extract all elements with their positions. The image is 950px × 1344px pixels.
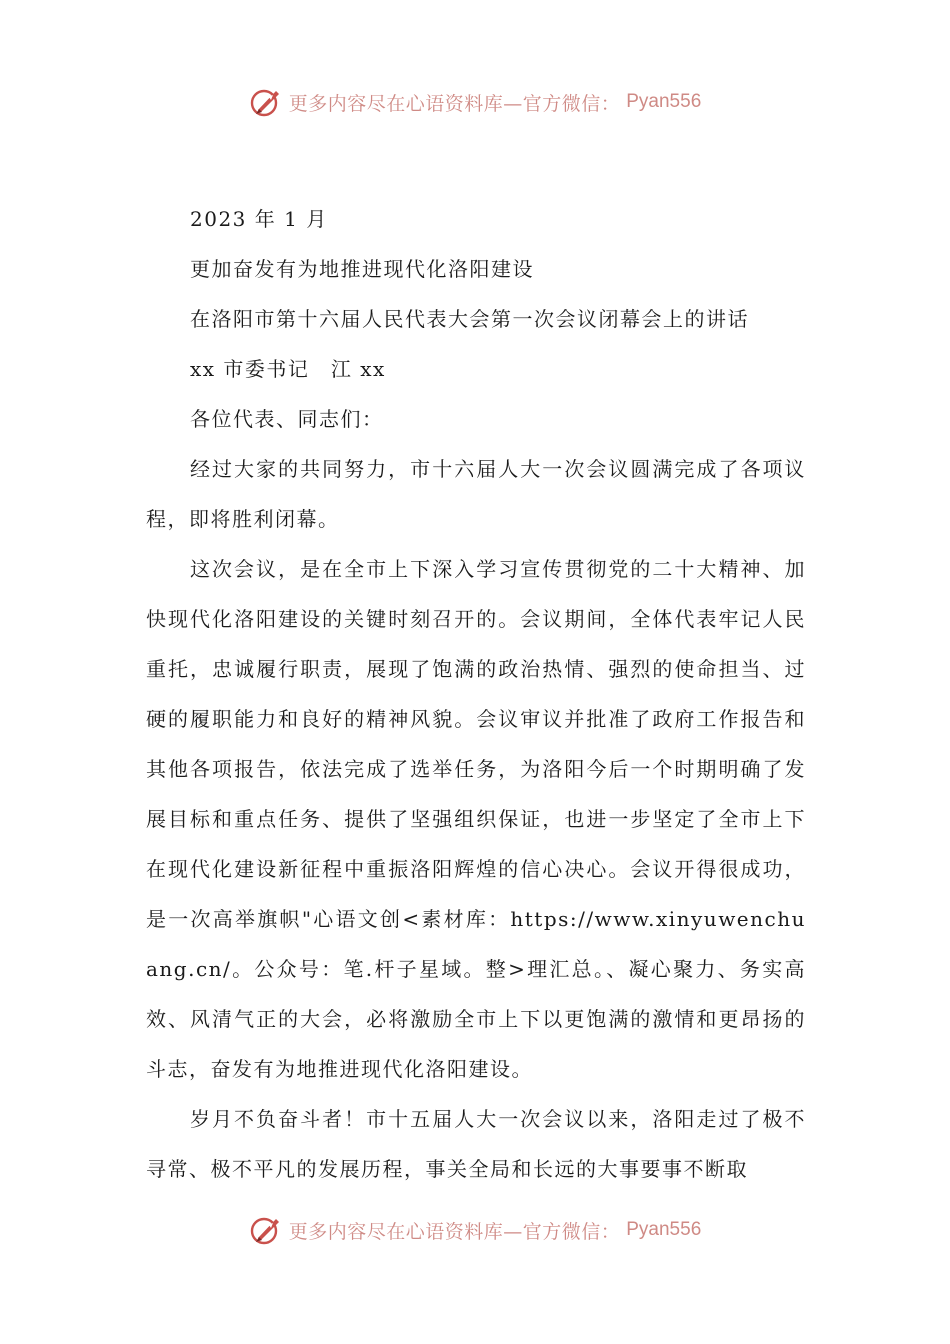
paragraph: 经过大家的共同努力，市十六届人大一次会议圆满完成了各项议程，即将胜利闭幕。	[146, 457, 806, 531]
document-date: 2023 年 1 月	[190, 207, 328, 231]
header-banner	[0, 80, 950, 124]
quill-logo-icon	[249, 1213, 283, 1247]
document-subtitle: 在洛阳市第十六届人民代表大会第一次会议闭幕会上的讲话	[190, 307, 749, 331]
salutation: 各位代表、同志们：	[190, 407, 384, 431]
quill-logo-icon	[249, 85, 283, 119]
banner-wechat-id: Pyan556	[626, 91, 702, 112]
footer-banner	[0, 1208, 950, 1252]
banner-text: 更多内容尽在心语资料库—官方微信：	[288, 92, 621, 115]
paragraph: 这次会议，是在全市上下深入学习宣传贯彻党的二十大精神、加快现代化洛阳建设的关键时刻召开的。会议期间，全体代表牢记人民重托，忠诚履行职责，展现了饱满的政治热情、强烈的使命担当、过硬的履职能力和良好的精神风貌。会议审议并批准了政府工作报告和其他各项报告，依法完成了选举任务，为洛阳今后一个时期明确了发展目标和重点任务、提供了坚强组织保证，也进一步坚定了全市上下在现代化建设新征程中重振洛阳辉煌的信心决心。会议开得很成功，是一次高举旗帜"心语文创<素材库：https://www.xinyuwenchuang.cn/。公众号：笔.杆子星域。整>理汇总。、凝心聚力、务实高效、风清气正的大会，必将激励全市上下以更饱满的激情和更昂扬的斗志，奋发有为地推进现代化洛阳建设。	[146, 557, 806, 1081]
document-body	[146, 194, 806, 1194]
document-title: 更加奋发有为地推进现代化洛阳建设	[190, 257, 534, 281]
speaker-line: xx 市委书记 江 xx	[190, 357, 386, 381]
banner-wechat-id: Pyan556	[626, 1219, 702, 1240]
paragraph: 岁月不负奋斗者！市十五届人大一次会议以来，洛阳走过了极不寻常、极不平凡的发展历程，事关全局和长远的大事要事不断取	[146, 1107, 806, 1181]
banner-text: 更多内容尽在心语资料库—官方微信：	[288, 1220, 621, 1243]
